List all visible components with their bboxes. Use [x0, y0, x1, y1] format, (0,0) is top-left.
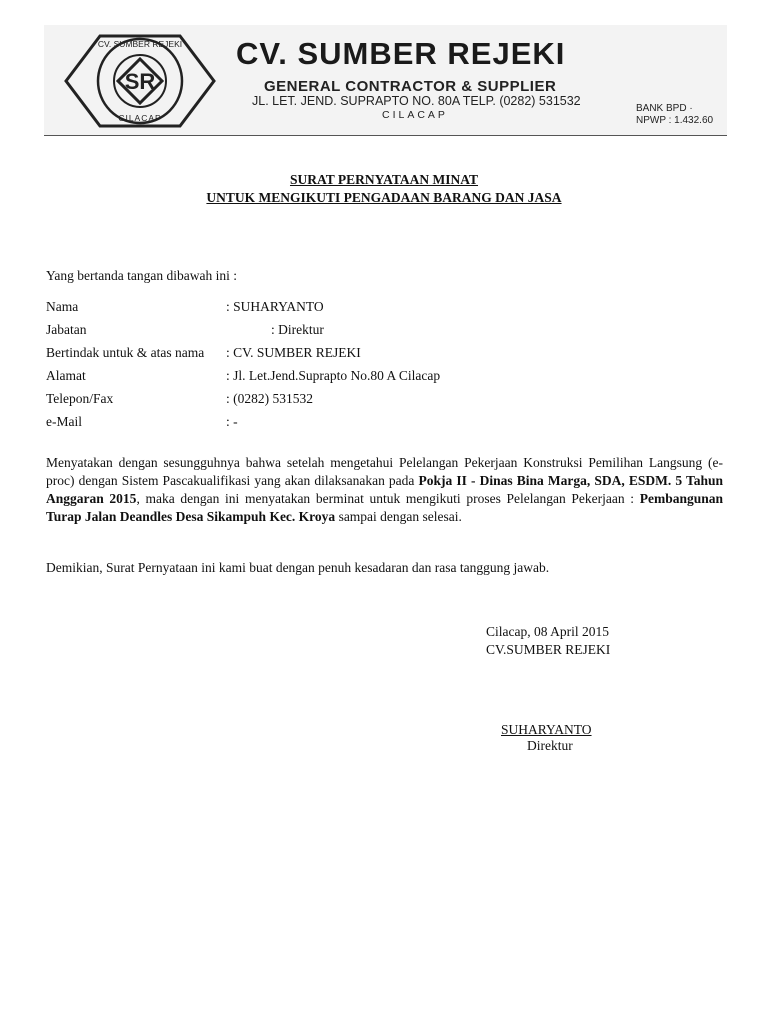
field-value-email: : -: [226, 414, 238, 429]
letterhead: [44, 25, 727, 136]
company-city: CILACAP: [382, 109, 448, 121]
closing-paragraph: Demikian, Surat Pernyataan ini kami buat dengan penuh kesadaran dan rasa tanggung jawab.: [46, 560, 550, 575]
field-value-alamat: : Jl. Let.Jend.Suprapto No.80 A Cilacap: [226, 368, 441, 383]
signer-name: SUHARYANTO: [501, 722, 592, 737]
logo-ring-bottom: CILACAP: [118, 113, 162, 123]
document-title: SURAT PERNYATAAN MINAT: [289, 172, 479, 187]
body-part-3: sampai dengan selesai.: [335, 509, 462, 524]
npwp-line: NPWP : 1.432.60: [636, 115, 714, 126]
document-subtitle: UNTUK MENGIKUTI PENGADAAN BARANG DAN JASA: [206, 190, 562, 205]
bank-line: BANK BPD ·: [636, 103, 693, 114]
company-name: CV. SUMBER REJEKI: [236, 36, 566, 71]
body-bold-1: Pokja II - Dinas Bina Marga, SDA, ESDM. 5 Tahun Anggaran 2015: [46, 473, 723, 506]
body-paragraph: [46, 454, 723, 526]
field-label-alamat: Alamat: [46, 368, 86, 383]
field-value-jabatan: : Direktur: [271, 322, 324, 337]
body-part-2: , maka dengan ini menyatakan berminat untuk mengikuti proses Pelelangan Pekerjaan :: [136, 491, 640, 506]
field-value-atas-nama: : CV. SUMBER REJEKI: [226, 345, 361, 360]
field-label-email: e-Mail: [46, 414, 82, 429]
field-label-jabatan: Jabatan: [46, 322, 87, 337]
signer-title: Direktur: [527, 738, 573, 753]
logo-monogram: SR: [124, 69, 156, 94]
company-signature-label: CV.SUMBER REJEKI: [486, 642, 611, 657]
intro-text: Yang bertanda tangan dibawah ini :: [46, 268, 237, 283]
logo-ring-top: CV. SUMBER REJEKI: [97, 39, 183, 49]
company-tagline: GENERAL CONTRACTOR & SUPPLIER: [264, 78, 557, 95]
field-value-telepon: : (0282) 531532: [226, 391, 313, 406]
body-bold-2: Pembangunan Turap Jalan Deandles Desa Sikampuh Kec. Kroya: [46, 491, 723, 524]
body-part-1: Menyatakan dengan sesungguhnya bahwa setelah mengetahui Pelelangan Pekerjaan Konstruksi Pemilihan Langsung (e-proc) dengan Sistem Pascakualifikasi yang akan dilaksanakan pada: [46, 455, 723, 488]
company-logo: [60, 33, 220, 129]
field-label-nama: Nama: [46, 299, 79, 314]
company-address: JL. LET. JEND. SUPRAPTO NO. 80A TELP. (0282) 531532: [252, 94, 581, 108]
field-value-nama: : SUHARYANTO: [226, 299, 324, 314]
bank-info: [636, 103, 713, 127]
field-label-atas-nama: Bertindak untuk & atas nama: [46, 345, 205, 360]
place-date: Cilacap, 08 April 2015: [486, 624, 609, 639]
field-label-telepon: Telepon/Fax: [46, 391, 114, 406]
